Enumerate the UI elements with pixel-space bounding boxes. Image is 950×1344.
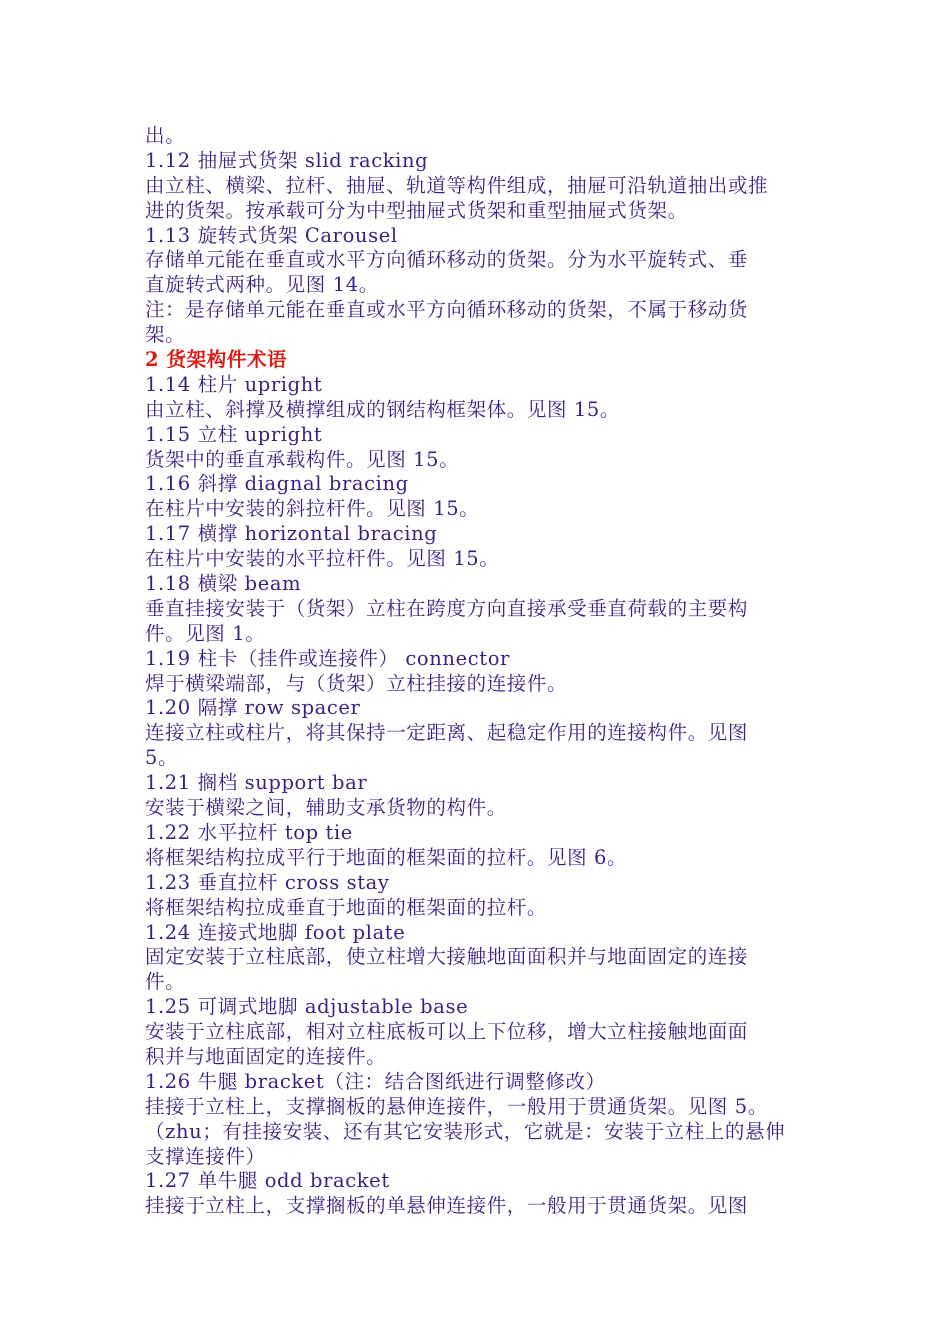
text-line: 将框架结构拉成平行于地面的框架面的拉杆。见图 6。 [145, 845, 628, 869]
term-line: 1.13 旋转式货架 Carousel [145, 223, 398, 247]
term-line: 1.14 柱片 upright [145, 372, 323, 396]
text-line: 焊于横梁端部，与（货架）立柱挂接的连接件。 [145, 671, 568, 695]
term-line: 1.19 柱卡（挂件或连接件） connector [145, 646, 510, 670]
text-line: 出。 [145, 124, 186, 147]
term-line: 1.22 水平拉杆 top tie [145, 820, 353, 844]
text-line: 在柱片中安装的水平拉杆件。见图 15。 [145, 547, 500, 571]
section-heading: 2 货架构件术语 [145, 348, 288, 372]
text-line: 货架中的垂直承载构件。见图 15。 [145, 447, 460, 471]
term-line: 1.20 隔撑 row spacer [145, 696, 361, 720]
term-line: 1.18 横梁 beam [145, 572, 302, 596]
term-line: 1.24 连接式地脚 foot plate [145, 920, 406, 944]
note-line: 支撑连接件） [145, 1144, 266, 1168]
term-line: 1.26 牛腿 bracket（注：结合图纸进行调整修改） [145, 1069, 606, 1093]
text-line: 挂接于立柱上，支撑搁板的悬伸连接件，一般用于贯通货架。见图 5。 [145, 1094, 768, 1118]
text-line: 件。见图 1。 [145, 621, 266, 645]
text-line: 件。 [145, 970, 186, 994]
text-line: 安装于横梁之间，辅助支承货物的构件。 [145, 796, 507, 820]
text-line: 垂直挂接安装于（货架）立柱在跨度方向直接承受垂直荷载的主要构 [145, 596, 749, 620]
term-line: 1.27 单牛腿 odd bracket [145, 1169, 390, 1193]
term-line: 1.21 搁档 support bar [145, 771, 368, 795]
text-line: 积并与地面固定的连接件。 [145, 1044, 387, 1068]
text-line: 存储单元能在垂直或水平方向循环移动的货架。分为水平旋转式、垂 [145, 248, 749, 272]
text-line: 由立柱、斜撑及横撑组成的钢结构框架体。见图 15。 [145, 397, 621, 421]
term-line: 1.17 横撑 horizontal bracing [145, 522, 438, 546]
note-line: 架。 [145, 323, 186, 347]
term-line: 1.15 立柱 upright [145, 422, 323, 446]
text-line: 固定安装于立柱底部，使立柱增大接触地面面积并与地面固定的连接 [145, 945, 749, 969]
term-line: 1.16 斜撑 diagnal bracing [145, 472, 409, 496]
text-line: 5。 [145, 746, 179, 770]
text-line: 由立柱、横梁、拉杆、抽屉、轨道等构件组成，抽屉可沿轨道抽出或推 [145, 173, 769, 197]
text-line: 将框架结构拉成垂直于地面的框架面的拉杆。 [145, 895, 548, 919]
text-line: 安装于立柱底部，相对立柱底板可以上下位移，增大立柱接触地面面 [145, 1020, 749, 1044]
term-line: 1.12 抽屉式货架 slid racking [145, 148, 429, 172]
text-line: 在柱片中安装的斜拉杆件。见图 15。 [145, 497, 480, 521]
text-line: 挂接于立柱上，支撑搁板的单悬伸连接件，一般用于贯通货架。见图 [145, 1194, 749, 1218]
text-line: 连接立柱或柱片，将其保持一定距离、起稳定作用的连接构件。见图 [145, 721, 749, 745]
term-line: 1.23 垂直拉杆 cross stay [145, 870, 390, 894]
text-line: 进的货架。按承载可分为中型抽屉式货架和重型抽屉式货架。 [145, 198, 688, 222]
text-line: 直旋转式两种。见图 14。 [145, 273, 379, 297]
note-line: 注：是存储单元能在垂直或水平方向循环移动的货架，不属于移动货 [145, 298, 749, 322]
term-line: 1.25 可调式地脚 adjustable base [145, 995, 469, 1019]
document-page [145, 124, 810, 1219]
note-line: （zhu；有挂接安装、还有其它安装形式，它就是：安装于立柱上的悬伸 [145, 1119, 786, 1143]
